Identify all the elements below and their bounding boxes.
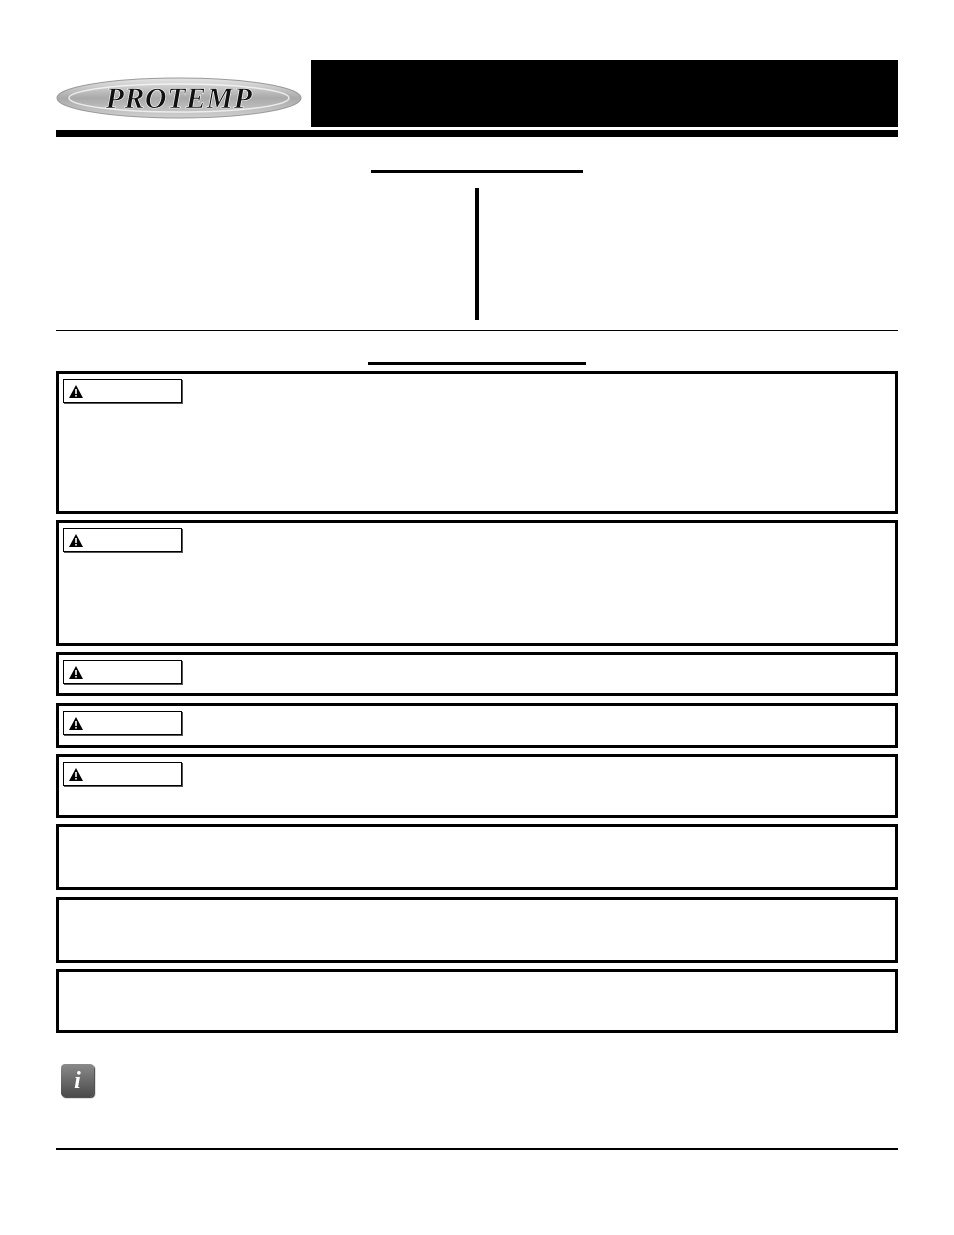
signal-word-label bbox=[63, 660, 182, 684]
footer-rule bbox=[56, 1148, 898, 1150]
warning-box bbox=[56, 371, 898, 514]
warning-box bbox=[56, 754, 898, 818]
warning-triangle-icon bbox=[69, 534, 83, 547]
warning-triangle-icon bbox=[69, 717, 83, 730]
signal-word-label bbox=[63, 528, 182, 552]
svg-text:PROTEMP: PROTEMP bbox=[105, 82, 253, 115]
warning-box bbox=[56, 703, 898, 748]
notice-box bbox=[56, 897, 898, 963]
warning-triangle-icon bbox=[69, 385, 83, 398]
signal-word-label bbox=[63, 711, 182, 735]
warning-triangle-icon bbox=[69, 768, 83, 781]
column-divider bbox=[475, 188, 479, 320]
info-icon: i bbox=[61, 1064, 94, 1097]
warning-triangle-icon bbox=[69, 666, 83, 679]
header-rule bbox=[56, 130, 898, 137]
header-title-bar bbox=[311, 60, 898, 127]
section-title-underline bbox=[371, 170, 583, 173]
notice-box bbox=[56, 824, 898, 890]
signal-word-label bbox=[63, 762, 182, 786]
section-divider bbox=[56, 330, 898, 331]
warning-box bbox=[56, 652, 898, 696]
notice-box bbox=[56, 969, 898, 1033]
protemp-logo bbox=[56, 60, 306, 128]
section-title-underline bbox=[368, 362, 586, 365]
signal-word-label bbox=[63, 379, 182, 403]
warning-box bbox=[56, 520, 898, 646]
